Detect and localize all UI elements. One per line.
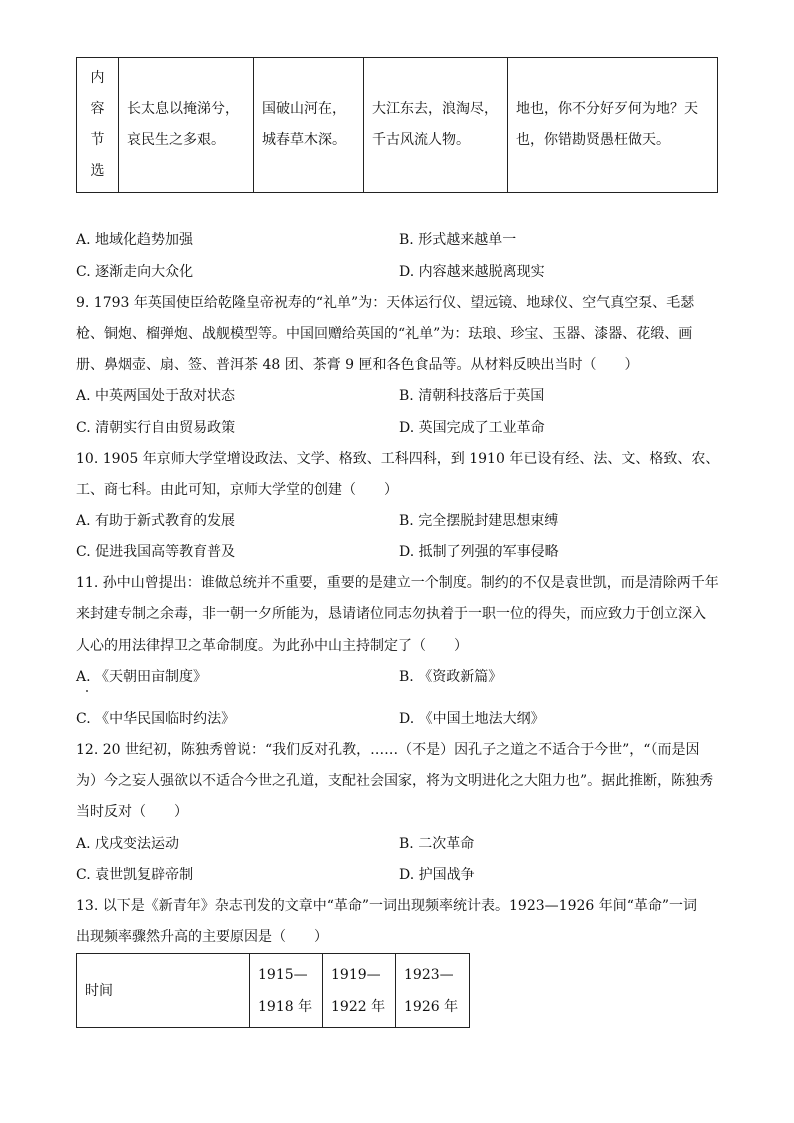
table-cell bbox=[254, 58, 364, 193]
q10-option-b: B. 完全摆脱封建思想束缚 bbox=[399, 513, 559, 529]
q9-stem-line-3: 册、鼻烟壶、扇、签、普洱茶 48 团、茶膏 9 匣和各色食品等。从材料反映出当时（ ） bbox=[76, 357, 639, 373]
q12-stem-line-2: 为）今之妄人强欲以不适合今世之孔道，支配社会国家，将为文明进化之大阻力也”。据此推断，陈独秀 bbox=[76, 773, 714, 789]
q8-option-c: C. 逐渐走向大众化 bbox=[76, 264, 194, 280]
table-period-cell bbox=[250, 954, 323, 1028]
q9-option-b: B. 清朝科技落后于英国 bbox=[399, 388, 545, 404]
cell-line: 哀民生之多艰。 bbox=[127, 132, 225, 148]
q8-option-d: D. 内容越来越脱离现实 bbox=[399, 264, 545, 280]
poem-excerpt-table bbox=[76, 57, 718, 193]
q12-option-c: C. 袁世凯复辟帝制 bbox=[76, 867, 194, 883]
q9-option-d: D. 英国完成了工业革命 bbox=[399, 420, 545, 436]
q11-option-d: D. 《中国土地法大纲》 bbox=[399, 711, 545, 727]
cell-line: 大江东去，浪淘尽， bbox=[372, 101, 498, 117]
q11-option-c: C. 《中华民国临时约法》 bbox=[76, 711, 236, 727]
q11-option-a: A. 《天朝田亩制度》 bbox=[76, 669, 208, 685]
period-start: 1915— bbox=[258, 966, 308, 983]
q8-option-b: B. 形式越来越单一 bbox=[399, 232, 517, 248]
period-end: 1926 年 bbox=[404, 998, 459, 1015]
q9-stem-line-1: 9. 1793 年英国使臣给乾隆皇帝祝寿的“礼单”为：天体运行仪、望远镜、地球仪、空气真空泵、毛瑟 bbox=[76, 295, 695, 311]
q13-stem-line-2: 出现频率骤然升高的主要原因是（ ） bbox=[76, 929, 328, 945]
q9-option-c: C. 清朝实行自由贸易政策 bbox=[76, 420, 236, 436]
table-period-cell bbox=[323, 954, 396, 1028]
q12-option-b: B. 二次革命 bbox=[399, 836, 475, 852]
q13-stem-line-1: 13. 以下是《新青年》杂志刊发的文章中“革命”一词出现频率统计表。1923—1926 年间“革命”一词 bbox=[76, 898, 698, 914]
cell-line: 地也，你不分好歹何为地？天 bbox=[516, 101, 698, 117]
cell-line: 城春草木深。 bbox=[262, 132, 346, 148]
q12-option-a: A. 戊戌变法运动 bbox=[76, 836, 180, 852]
table-header-content-excerpt bbox=[77, 58, 119, 193]
q11-stem-line-2: 来封建专制之余毒，非一朝一夕所能为，恳请诸位同志勿执着于一职一位的得失，而应致力于创立深入 bbox=[76, 606, 706, 622]
q11-stem-line-1: 11. 孙中山曾提出：谁做总统并不重要，重要的是建立一个制度。制约的不仅是袁世凯，而是清除两千年 bbox=[76, 575, 719, 591]
period-end: 1918 年 bbox=[258, 998, 313, 1015]
q11-stem-line-3: 人心的用法律捍卫之革命制度。为此孙中山主持制定了（ ） bbox=[76, 638, 468, 654]
q10-stem-line-2: 工、商七科。由此可知，京师大学堂的创建（ ） bbox=[76, 482, 398, 498]
period-start: 1919— bbox=[331, 966, 381, 983]
cell-line: 长太息以掩涕兮， bbox=[127, 101, 239, 117]
cell-line: 也，你错勘贤愚枉做天。 bbox=[516, 132, 670, 148]
period-start: 1923— bbox=[404, 966, 454, 983]
q10-option-a: A. 有助于新式教育的发展 bbox=[76, 513, 236, 529]
table-cell bbox=[119, 58, 254, 193]
q13-frequency-table bbox=[76, 953, 470, 1028]
q12-stem-line-1: 12. 20 世纪初，陈独秀曾说：“我们反对孔教，……（不是）因孔子之道之不适合于今世”，“（而是因 bbox=[76, 742, 700, 758]
q10-stem-line-1: 10. 1905 年京师大学堂增设政法、文学、格致、工科四科，到 1910 年已设有经、法、文、格致、农、 bbox=[76, 451, 720, 467]
table-row-label: 时间 bbox=[77, 954, 250, 1028]
header-char: 选 bbox=[90, 163, 105, 179]
header-char: 内 bbox=[90, 70, 105, 86]
cell-line: 国破山河在， bbox=[262, 101, 346, 117]
stray-dot-mark bbox=[86, 690, 88, 692]
q12-stem-line-3: 当时反对（ ） bbox=[76, 804, 188, 820]
q10-option-c: C. 促进我国高等教育普及 bbox=[76, 544, 236, 560]
q12-option-d: D. 护国战争 bbox=[399, 867, 475, 883]
q8-option-a: A. 地域化趋势加强 bbox=[76, 232, 194, 248]
q11-option-b: B. 《资政新篇》 bbox=[399, 669, 503, 685]
q9-option-a: A. 中英两国处于敌对状态 bbox=[76, 388, 236, 404]
period-end: 1922 年 bbox=[331, 998, 386, 1015]
header-char: 容 bbox=[90, 101, 105, 117]
table-cell bbox=[508, 58, 718, 193]
header-char: 节 bbox=[90, 132, 105, 148]
cell-line: 千古风流人物。 bbox=[372, 132, 470, 148]
table-cell bbox=[364, 58, 508, 193]
q10-option-d: D. 抵制了列强的军事侵略 bbox=[399, 544, 559, 560]
q9-stem-line-2: 枪、铜炮、榴弹炮、战舰模型等。中国回赠给英国的“礼单”为：珐琅、珍宝、玉器、漆器、花缎、画 bbox=[76, 326, 693, 342]
table-period-cell bbox=[396, 954, 470, 1028]
